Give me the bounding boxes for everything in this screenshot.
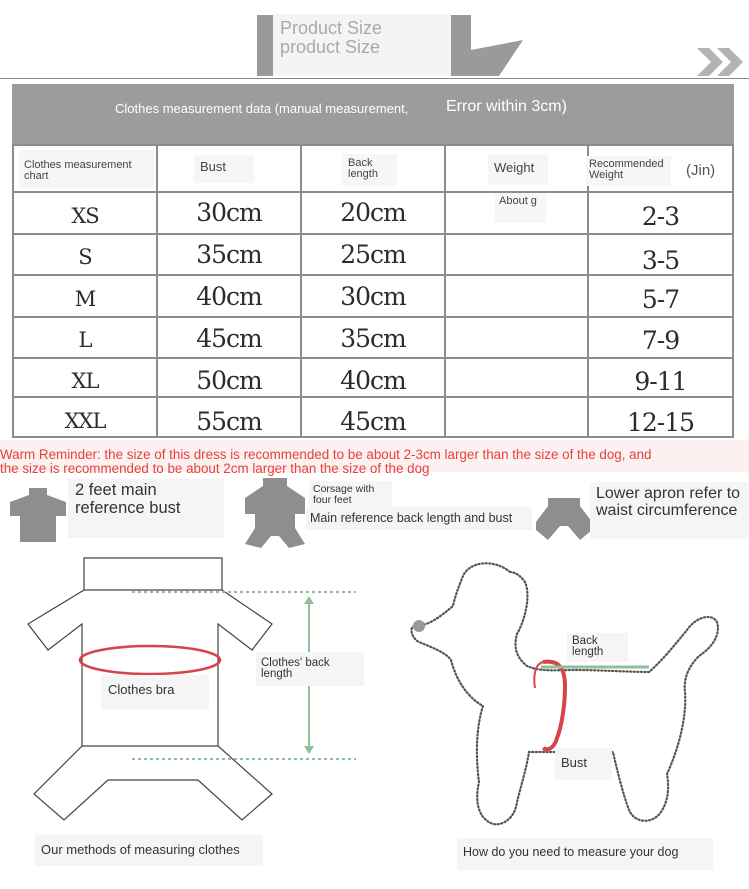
table-rule (12, 191, 734, 193)
header-title-box (273, 14, 451, 76)
col-header-back-length: Back length (342, 154, 397, 186)
row-weight: 2-3 (641, 202, 680, 231)
col-header-weight: Weight (488, 154, 548, 185)
table-error-note: Error within 3cm) (446, 98, 567, 115)
row-size: XXL (64, 409, 106, 433)
table-rule (12, 144, 734, 146)
our-methods-caption: Our methods of measuring clothes (35, 835, 263, 866)
reminder-line1: Warm Reminder: the size of this dress is recommended to be about 2-3cm larger than the size of the dog, and (0, 447, 652, 462)
row-size: XL (71, 369, 99, 393)
col-header-bust: Bust (194, 155, 254, 183)
row-bust: 45cm (196, 324, 262, 353)
bust-label: Bust (555, 748, 612, 780)
col-header-chart: Clothes measurement chart (19, 150, 154, 188)
two-feet-label: 2 feet main reference bust (68, 479, 224, 538)
reminder-line2: the size is recommended to be about 2cm larger than the size of the dog (0, 461, 430, 476)
col-header-jin: (Jin) (686, 162, 716, 179)
back-length-label: Back length (567, 633, 628, 662)
warm-reminder (0, 440, 749, 476)
row-size: XS (71, 204, 99, 228)
table-rule (12, 233, 734, 235)
two-feet-garment-icon (8, 486, 68, 544)
row-back: 30cm (340, 282, 406, 311)
clothes-back-length-label: Clothes' back length (256, 652, 364, 686)
lower-apron-label: Lower apron refer to waist circumference (590, 482, 748, 539)
table-rule (12, 357, 734, 359)
table-title-bar (12, 84, 734, 144)
table-rule (12, 316, 734, 318)
apron-garment-icon (534, 496, 594, 542)
corsage-label: Corsage with four feet (309, 481, 392, 508)
row-size: L (78, 328, 92, 352)
row-weight: 3-5 (641, 246, 680, 275)
row-weight: 9-11 (634, 367, 687, 396)
row-size: M (74, 287, 96, 311)
row-weight: 7-9 (641, 326, 680, 355)
header-slant-shadow (471, 40, 523, 76)
row-back: 20cm (340, 198, 406, 227)
col-header-recommended-weight: Recommended Weight (586, 156, 671, 186)
row-back: 40cm (340, 366, 406, 395)
about-note: About g (495, 193, 546, 223)
row-bust: 35cm (196, 240, 262, 269)
row-weight: 12-15 (626, 408, 695, 437)
four-feet-garment-icon (243, 476, 307, 549)
header-bar-right (451, 15, 471, 76)
main-reference-label: Main reference back length and bust (306, 507, 532, 530)
table-rule (732, 144, 734, 438)
clothes-bra-label: Clothes bra (101, 675, 209, 709)
chevron-right-double-icon (697, 46, 749, 78)
row-back: 25cm (340, 240, 406, 269)
row-size: S (78, 245, 92, 269)
row-bust: 30cm (196, 198, 262, 227)
dog-outline-diagram (405, 556, 735, 836)
how-measure-caption: How do you need to measure your dog (457, 838, 713, 870)
table-rule (444, 144, 446, 438)
table-rule (12, 396, 734, 398)
row-back: 35cm (340, 324, 406, 353)
header-title-line2: product Size (280, 37, 381, 57)
header-bar-left (257, 15, 273, 76)
row-bust: 50cm (196, 366, 262, 395)
row-bust: 55cm (196, 407, 262, 436)
header-title-line1: Product Size (280, 18, 383, 38)
header-divider (0, 78, 749, 79)
row-weight: 5-7 (641, 285, 680, 314)
table-title: Clothes measurement data (manual measurement, (115, 101, 409, 116)
row-back: 45cm (340, 407, 406, 436)
row-bust: 40cm (196, 282, 262, 311)
